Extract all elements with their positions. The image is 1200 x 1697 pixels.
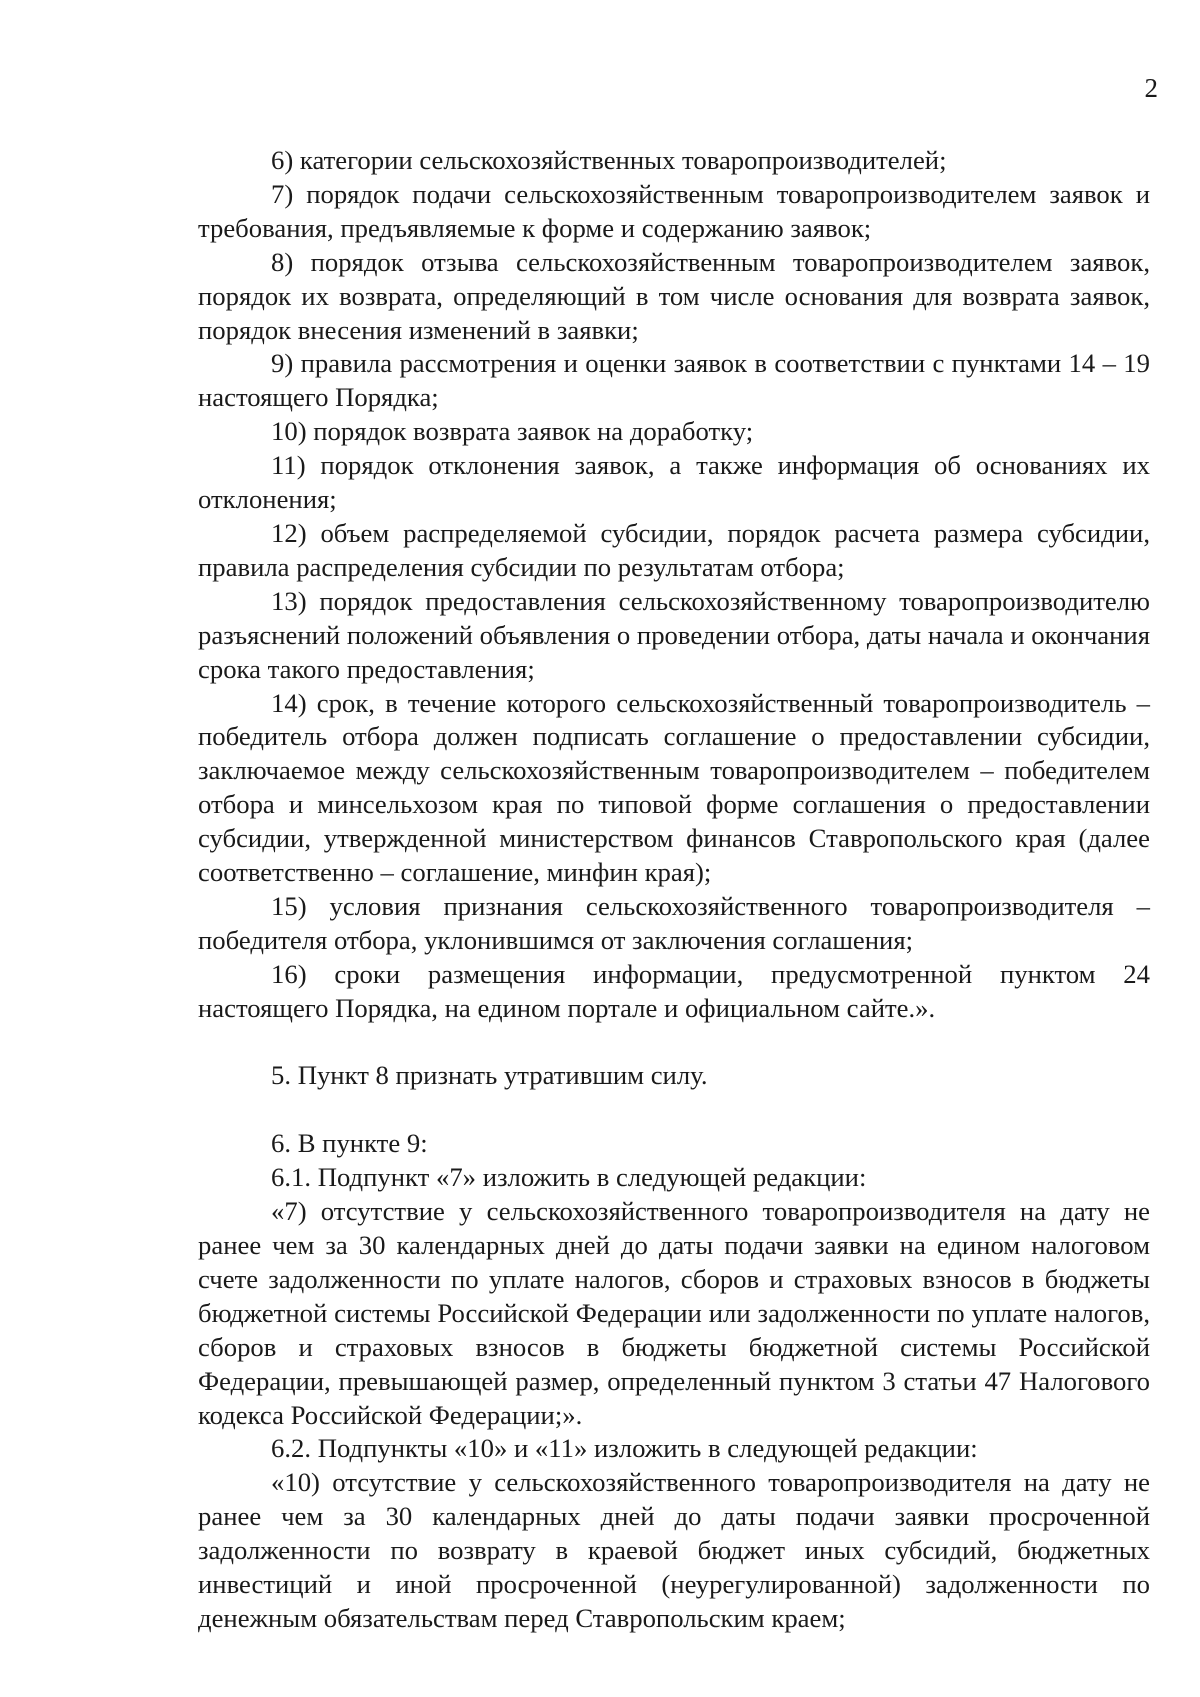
- paragraph-clause-6-2: 6.2. Подпункты «10» и «11» изложить в следующей редакции:: [271, 1433, 978, 1464]
- paragraph-item-14: 14) срок, в течение которого сельскохозяйственный товаропроизводитель – победитель отбора должен подписать соглашение о предоставлении субсидии, заключаемое между сельскохозяйственным товаропроизводителем – победителем отбора и минсельхозом края по типовой форме соглашения о предоставлении субсидии, утвержденной министерством финансов Ставропольского края (далее соответственно – соглашение, минфин края);: [198, 687, 1150, 888]
- paragraph-clause-6-1: 6.1. Подпункт «7» изложить в следующей редакции:: [271, 1162, 867, 1193]
- paragraph-item-13: 13) порядок предоставления сельскохозяйственному товаропроизводителю разъяснений положений объявления о проведении отбора, даты начала и окончания срока такого предоставления;: [198, 585, 1150, 684]
- paragraph-subclause-7-text: «7) отсутствие у сельскохозяйственного товаропроизводителя на дату не ранее чем за 30 календарных дней до даты подачи заявки на едином налоговом счете задолженности по уплате налогов, сборов и страховых взносов в бюджеты бюджетной системы Российской Федерации или задолженности по уплате налогов, сборов и страховых взносов в бюджеты бюджетной системы Российской Федерации, превышающей размер, определенный пунктом 3 статьи 47 Налогового кодекса Российской Федерации;».: [198, 1196, 1150, 1430]
- paragraph-item-8: 8) порядок отзыва сельскохозяйственным товаропроизводителем заявок, порядок их возврата, определяющий в том числе основания для возврата заявок, порядок внесения изменений в заявки;: [198, 246, 1150, 345]
- paragraph-item-15: 15) условия признания сельскохозяйственного товаропроизводителя – победителя отбора, уклонившимся от заключения соглашения;: [198, 890, 1150, 955]
- paragraph-item-11: 11) порядок отклонения заявок, а также информация об основаниях их отклонения;: [198, 450, 1150, 515]
- page-number: 2: [1144, 73, 1158, 103]
- paragraph-item-6: 6) категории сельскохозяйственных товаропроизводителей;: [271, 145, 947, 175]
- paragraph-spacer: [198, 1026, 1150, 1060]
- paragraph-item-7: 7) порядок подачи сельскохозяйственным товаропроизводителем заявок и требования, предъявляемые к форме и содержанию заявок;: [198, 178, 1150, 243]
- paragraph-subclause-10-text: «10) отсутствие у сельскохозяйственного товаропроизводителя на дату не ранее чем за 30 календарных дней до даты подачи заявки просроченной задолженности по возврату в краевой бюджет иных субсидий, бюджетных инвестиций и иной просроченной (неурегулированной) задолженности по денежным обязательствам перед Ставропольским краем;: [198, 1467, 1150, 1633]
- paragraph-item-12: 12) объем распределяемой субсидии, порядок расчета размера субсидии, правила распределения субсидии по результатам отбора;: [198, 517, 1150, 582]
- paragraph-spacer: [198, 1093, 1150, 1127]
- paragraph-clause-5: 5. Пункт 8 признать утратившим силу.: [271, 1060, 708, 1091]
- paragraph-item-10: 10) порядок возврата заявок на доработку;: [271, 416, 754, 447]
- paragraph-item-9: 9) правила рассмотрения и оценки заявок в соответствии с пунктами 14 – 19 настоящего Порядка;: [198, 348, 1150, 413]
- paragraph-item-16: 16) сроки размещения информации, предусмотренной пунктом 24 настоящего Порядка, на едином портале и официальном сайте.».: [198, 958, 1150, 1023]
- paragraph-clause-6: 6. В пункте 9:: [271, 1128, 428, 1159]
- document-body: [198, 144, 1150, 1636]
